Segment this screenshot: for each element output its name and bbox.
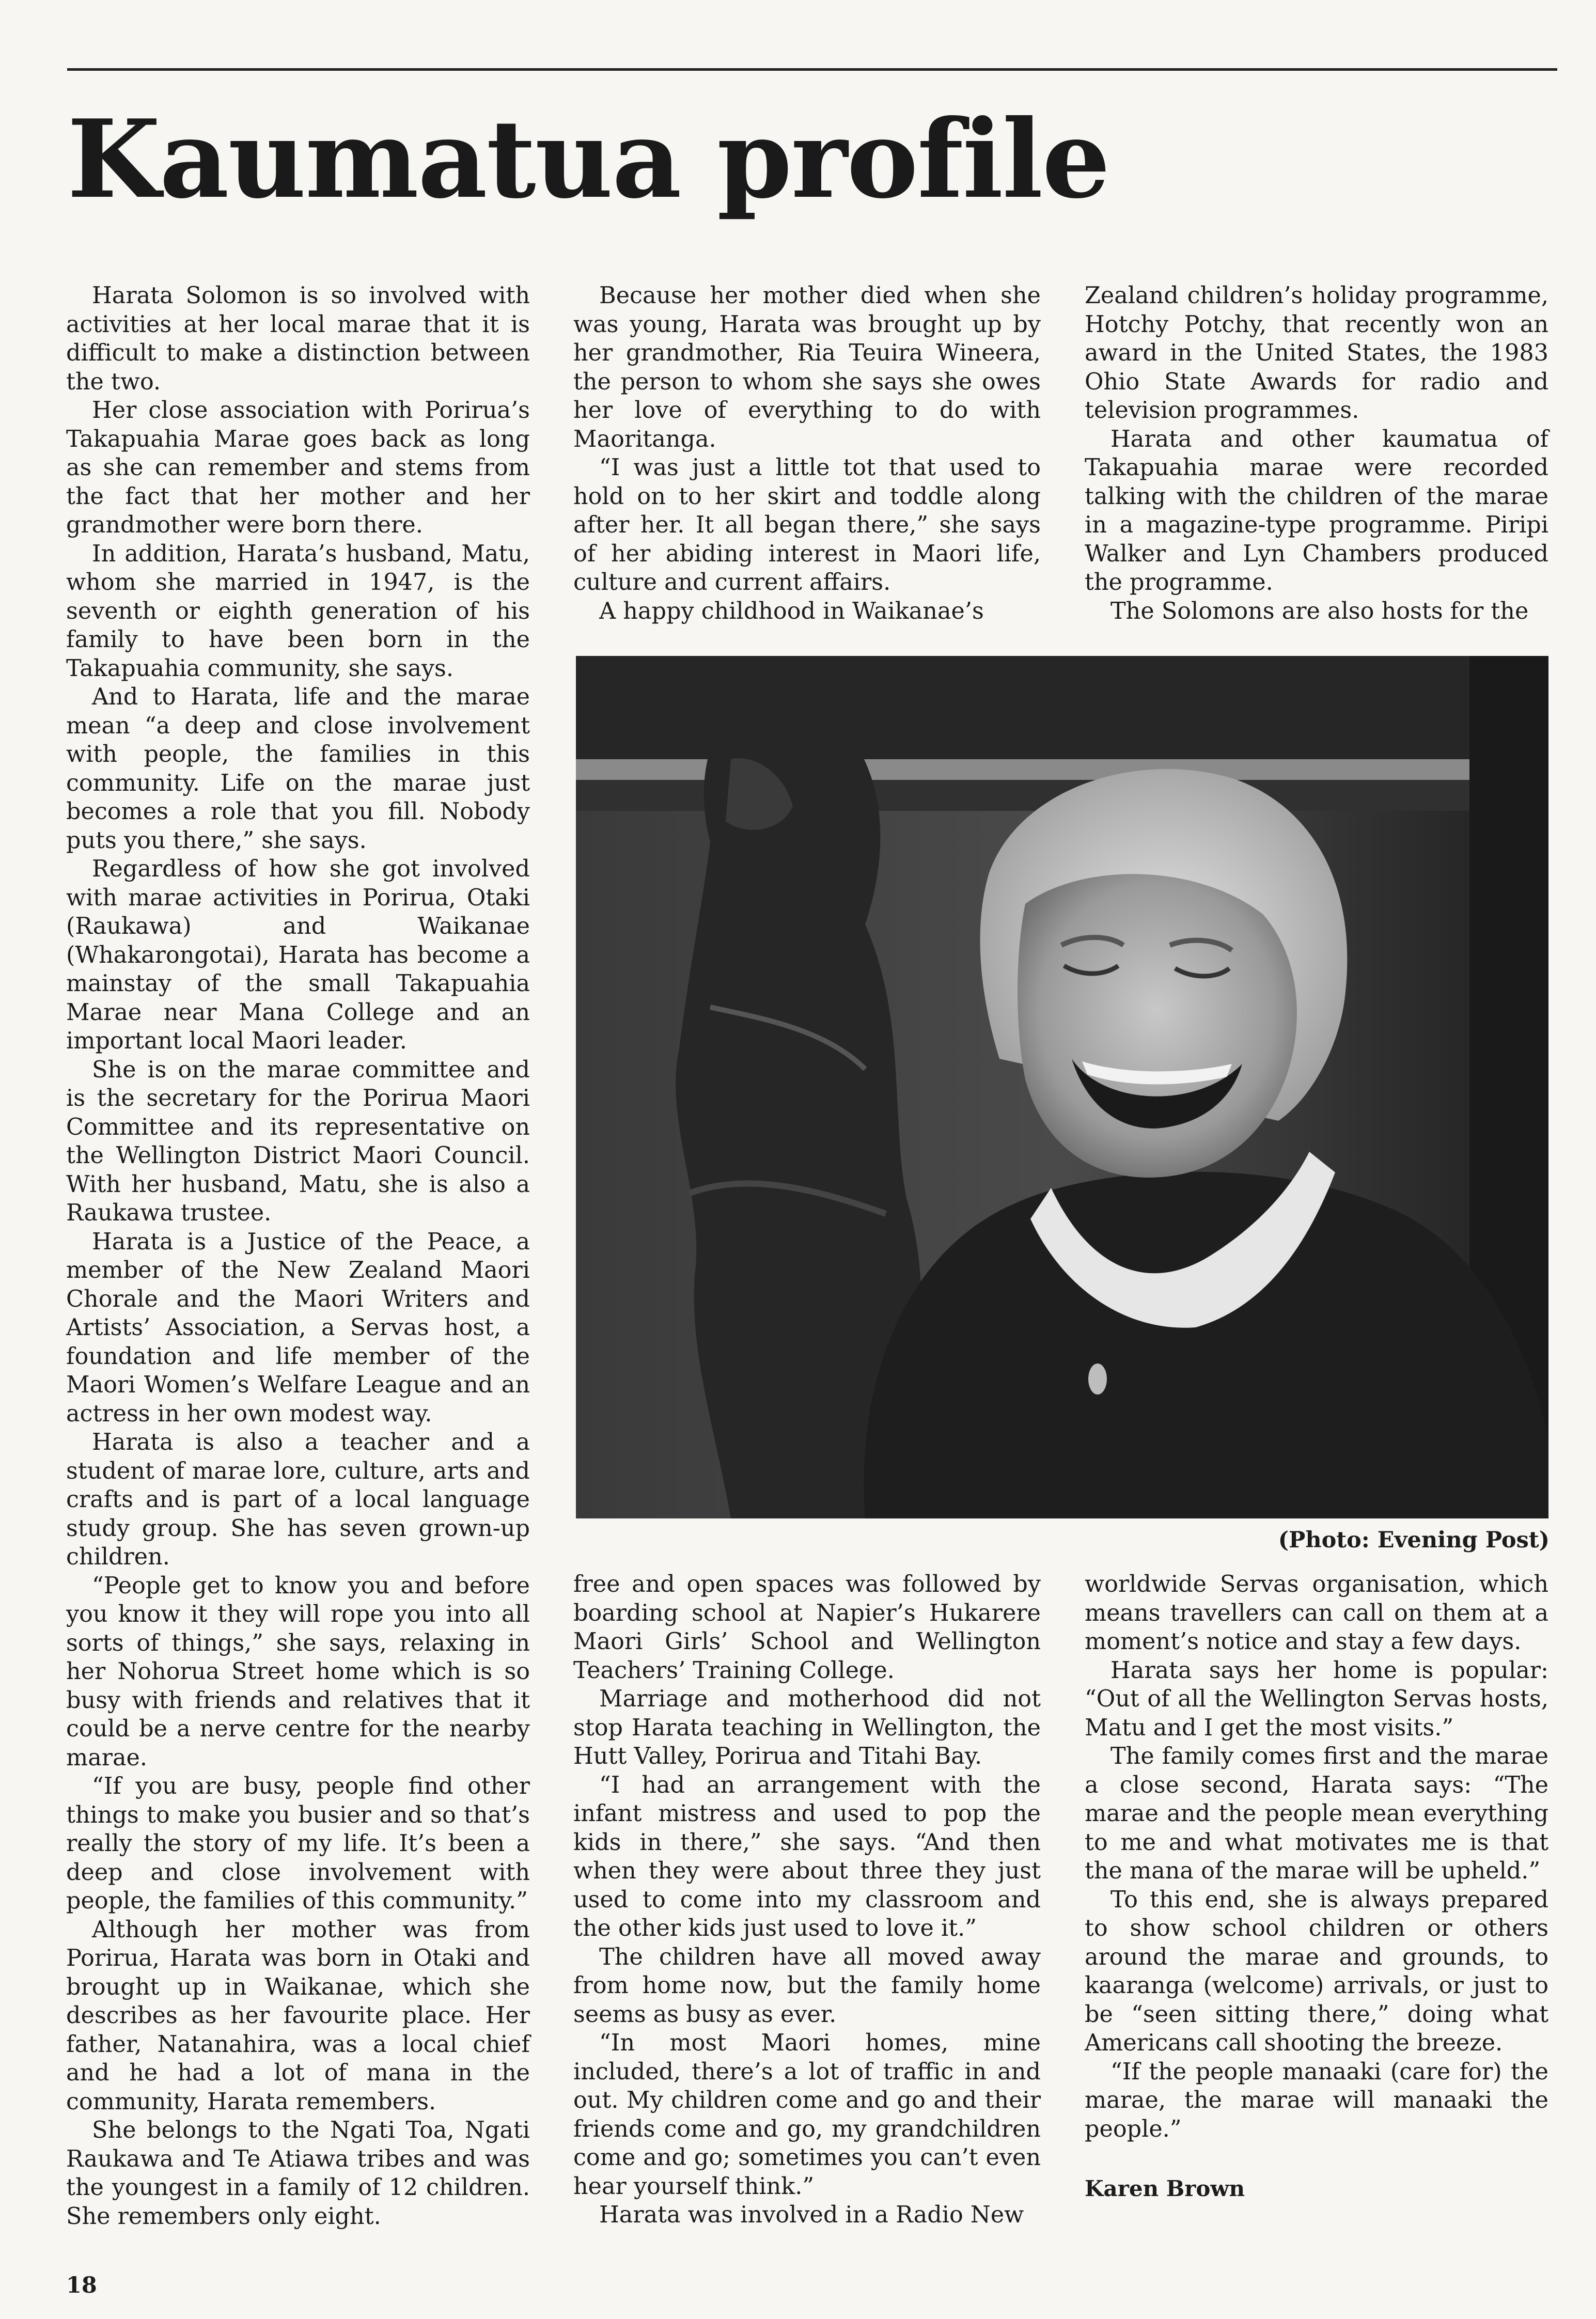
article-paragraph: “If you are busy, people find other things to make you busier and so that’s really the story of my life. It’s been a deep and close involvement with people, the families of this community.” xyxy=(66,1773,530,1914)
article-column-3-top xyxy=(1085,281,1548,625)
article-paragraph: She is on the marae committee and is the secretary for the Porirua Maori Committee and its representative on the Wellington District Maori Council. With her husband, Matu, she is also a Raukawa trustee. xyxy=(66,1056,530,1226)
article-paragraph: Harata and other kaumatua of Takapuahia marae were recorded talking with the children of the marae in a magazine-type programme. Piripi Walker and Lyn Chambers produced the programme. xyxy=(1085,426,1548,596)
article-paragraph: The family comes first and the marae a close second, Harata says: “The marae and the people mean everything to me and what motivates me is that the mana of the marae will be upheld.” xyxy=(1085,1743,1548,1884)
article-paragraph: “People get to know you and before you know it they will rope you into all sorts of things,” she says, relaxing in her Nohorua Street home which is so busy with friends and relatives that it could be a nerve centre for the nearby marae. xyxy=(66,1572,530,1771)
page-number: 18 xyxy=(66,2273,97,2298)
author-byline: Karen Brown xyxy=(1085,2176,1245,2201)
article-paragraph: “I had an arrangement with the infant mistress and used to pop the kids in there,” she says. “And then when they were about three they just used to come into my classroom and the other kids just used to love it.” xyxy=(573,1772,1041,1941)
article-paragraph: In addition, Harata’s husband, Matu, whom she married in 1947, is the seventh or eighth generation of his family to have been born in the Takapuahia community, she says. xyxy=(66,540,530,682)
article-paragraph: Regardless of how she got involved with marae activities in Porirua, Otaki (Raukawa) and Waikanae (Whakarongotai), Harata has become a mainstay of the small Takapuahia Marae near Mana College and an important local Maori leader. xyxy=(66,856,530,1054)
header-rule xyxy=(67,68,1557,71)
portrait-photo xyxy=(576,656,1548,1518)
article-paragraph: A happy childhood in Waikanae’s xyxy=(599,598,984,624)
article-paragraph: She belongs to the Ngati Toa, Ngati Raukawa and Te Atiawa tribes and was the youngest in a family of 12 children. She remembers only eight. xyxy=(66,2117,530,2230)
article-paragraph: Harata is a Justice of the Peace, a member of the New Zealand Maori Chorale and the Maori Writers and Artists’ Association, a Servas host, a foundation and life member of the Maori Women’s Welfare League and an actress in her own modest way. xyxy=(66,1228,530,1427)
article-paragraph: Harata was involved in a Radio New xyxy=(599,2202,1024,2228)
article-paragraph: Harata is also a teacher and a student of marae lore, culture, arts and crafts and is part of a local language study group. She has seven grown-up children. xyxy=(66,1429,530,1570)
article-column-2-top xyxy=(573,281,1041,625)
page-title: Kaumatua profile xyxy=(67,97,1109,223)
article-paragraph: free and open spaces was followed by boarding school at Napier’s Hukarere Maori Girls’ School and Wellington Teachers’ Training College. xyxy=(573,1571,1041,1684)
article-paragraph: Harata Solomon is so involved with activities at her local marae that it is difficult to make a distinction between the two. xyxy=(66,283,530,395)
article-paragraph: Her close association with Porirua’s Takapuahia Marae goes back as long as she can remember and stems from the fact that her mother and her grandmother were born there. xyxy=(66,397,530,538)
article-column-1 xyxy=(66,281,530,2231)
article-paragraph: Zealand children’s holiday programme, Hotchy Potchy, that recently won an award in the United States, the 1983 Ohio State Awards for radio and television programmes. xyxy=(1085,283,1548,424)
article-paragraph: The children have all moved away from home now, but the family home seems as busy as ever. xyxy=(573,1944,1041,2028)
photo-credit: (Photo: Evening Post) xyxy=(1278,1527,1550,1553)
article-paragraph: worldwide Servas organisation, which means travellers can call on them at a moment’s notice and stay a few days. xyxy=(1085,1571,1548,1655)
article-column-3-bottom xyxy=(1085,1570,1548,2203)
article-column-2-bottom xyxy=(573,1570,1041,2230)
article-paragraph: “If the people manaaki (care for) the marae, the marae will manaaki the people.” xyxy=(1085,2058,1548,2142)
article-paragraph: Marriage and motherhood did not stop Harata teaching in Wellington, the Hutt Valley, Porirua and Titahi Bay. xyxy=(573,1686,1041,1769)
article-paragraph: Although her mother was from Porirua, Harata was born in Otaki and brought up in Waikanae, which she describes as her favourite place. Her father, Natanahira, was a local chief and he had a lot of mana in the community, Harata remembers. xyxy=(66,1916,530,2115)
article-paragraph: And to Harata, life and the marae mean “a deep and close involvement with people, the families in this community. Life on the marae just becomes a role that you fill. Nobody puts you there,” she says. xyxy=(66,684,530,854)
article-paragraph: Because her mother died when she was young, Harata was brought up by her grandmother, Ria Teuira Wineera, the person to whom she says she owes her love of everything to do with Maoritanga. xyxy=(573,283,1041,452)
article-paragraph: “In most Maori homes, mine included, there’s a lot of traffic in and out. My children come and go and their friends come and go, my grandchildren come and go; sometimes you can’t even hear yourself think.” xyxy=(573,2030,1041,2200)
article-paragraph: Harata says her home is popular: “Out of all the Wellington Servas hosts, Matu and I get the most visits.” xyxy=(1085,1657,1548,1741)
article-paragraph: The Solomons are also hosts for the xyxy=(1110,598,1529,624)
article-paragraph: To this end, she is always prepared to show school children or others around the marae and grounds, to kaaranga (welcome) arrivals, or just to be “seen sitting there,” doing what Americans call shooting the breeze. xyxy=(1085,1886,1548,2056)
article-paragraph: “I was just a little tot that used to hold on to her skirt and toddle along after her. It all began there,” she says of her abiding interest in Maori life, culture and current affairs. xyxy=(573,455,1041,596)
